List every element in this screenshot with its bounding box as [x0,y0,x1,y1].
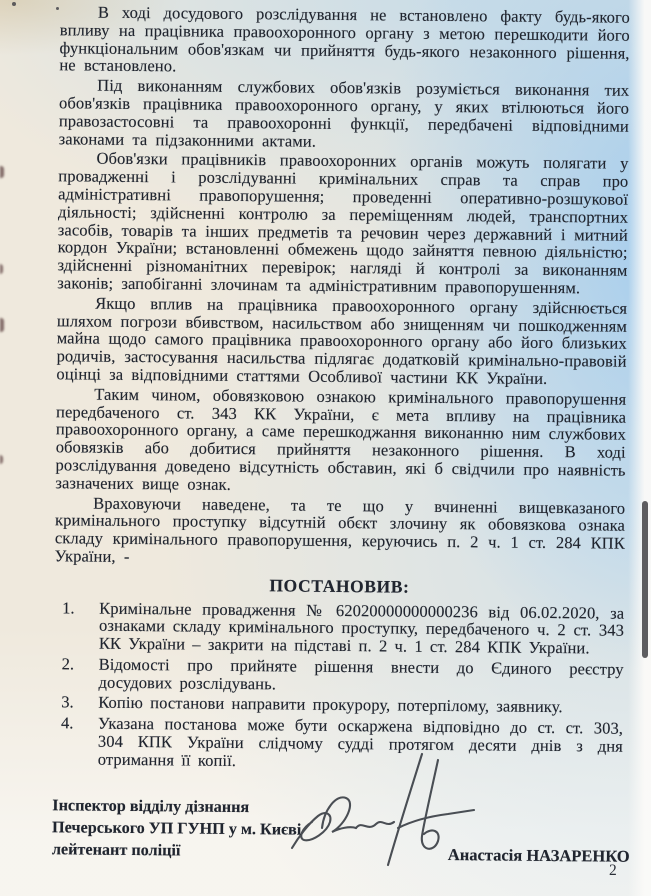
resolution-text: Указана постанова може бути оскаржена відповідно до ст. ст. 303, 304 КПК України слідчому судді протягом десяти днів з дня отримання її копії. [97,713,624,770]
scan-edge-smudge [0,318,4,332]
scan-edge-smudge [0,264,3,274]
scan-speck-artifact [12,2,16,6]
scan-speck-artifact [56,7,59,10]
signer-title-line: Інспектор відділу дізнання [52,795,250,816]
resolution-heading: ПОСТАНОВИВ: [269,575,410,597]
paragraph: Під виконанням службових обов'язків розуміється виконання тих обов'язків працівника правоохоронного органу, у яких втілюються його правозастосовні та правоохоронні функції, передбачені відповідними законами та підзаконними актами. [58,75,630,151]
scan-edge-smudge [0,455,3,464]
resolution-text: Кримінальне провадження № 62020000000000236 від 06.02.2020, за ознаками складу кримінального проступку, передбаченого ч. 2 ст. 343 КК України – закрити на підставі п. 2 ч. 1 ст. 284 КПК України. [98,598,625,658]
paragraph: Якщо вплив на працівника правоохоронного органу здійснюється шляхом погрози вбивством, насильством або знищенням чи пошкодженням майна щодо самого працівника правоохоронного органу або його близьких родичів, застосування насильства підлягає додатковій кримінально-правовій оцінці за відповідними статтями Особливої частини КК України. [56,293,628,388]
resolution-number: 3. [61,692,74,712]
signer-name: Анастасія НАЗАРЕНКО [447,844,630,866]
paragraph: Враховуючи наведене, та те що у вчиненні вищевказаного кримінального проступку відсутній обєкт злочину як обовязкова ознака складу кримінального правопорушення, керуючись п. 2 ч. 1 ст. 284 КПК України, - [54,493,626,566]
paragraph: Таким чином, обовязковою ознакою кримінального правопорушення передбаченого ст. 343 КК України, є мета впливу на працівника правоохоронного органу, а саме перешкоджання виконанню ним службових обовязків або добитися прийняття незаконного рішення. В ході розслідування доведено відсутність обставин, які б свідчили про наявність зазначених вище ознак. [55,384,627,494]
resolution-text: Копію постанови направити прокурору, потерпілому, заявнику. [98,693,563,717]
resolution-number: 4. [61,713,74,733]
resolution-item [54,599,624,658]
resolution-number: 1. [62,597,75,617]
page-number: 2 [609,862,617,879]
scrollbar-thumb[interactable] [642,501,648,658]
scan-edge-smudge [0,166,4,178]
handwritten-signature [288,752,483,870]
signer-title-line: Печерського УП ГУНП у м. Києві [52,817,302,839]
signer-title-line: лейтенант поліції [51,839,181,860]
paragraph: Обов'язки працівників правоохоронних органів можуть полягати у провадженні і розслідуванні кримінальних справ та справ про адміністративні правопорушення; проведенні оперативно-розшукової діяльності; здійсненні контролю за переміщенням людей, транспортних засобів, товарів та інших предметів та речовин через державний і митний кордон України; встановленні обмежень щодо зайняття певною діяльністю; здійсненні різноманітних перевірок; нагляді й контролі за виконанням законів; запобіганні злочинам та адміністративним правопорушенням. [57,148,629,298]
paragraph: В ході досудового розслідування не встановлено факту будь-якого впливу на працівника правоохоронного органу з метою перешкодити його функціональним обов'язкам чи прийняття будь-якого незаконного рішення, не встановлено. [59,2,630,76]
resolution-item [53,655,623,696]
resolution-text: Відомості про прийняте рішення внести до Єдиного реєстру досудових розслідувань. [98,654,624,694]
resolution-number: 2. [61,654,75,674]
